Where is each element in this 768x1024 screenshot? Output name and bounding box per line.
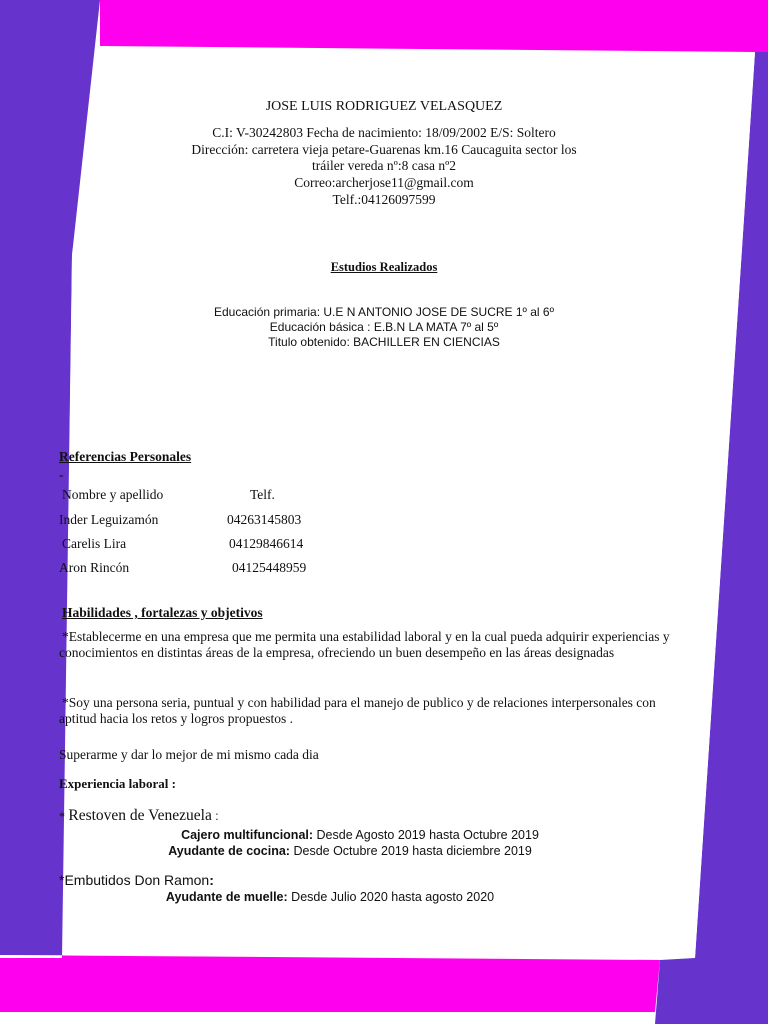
reference-phone: 04263145803 [227, 512, 302, 527]
skills-item-3: Superarme y dar lo mejor de mi mismo cada dia [59, 747, 319, 762]
bullet-marker: * [59, 809, 65, 823]
skills-item-2: *Soy una persona seria, puntual y con habilidad para el manejo de publico y de relaciones interpersonales con aptitud hacia los retos y logros propuestos . [59, 695, 656, 726]
company-2-name: *Embutidos Don Ramon [59, 872, 210, 888]
company-2-line [59, 872, 214, 889]
job-3-line [50, 889, 610, 906]
reference-name: Aron Rincón [59, 560, 130, 575]
company-1-name: Restoven de Venezuela [68, 807, 212, 824]
job-1-title: Cajero multifuncional: [181, 828, 314, 842]
skills-item-1: *Establecerme en una empresa que me permita una estabilidad laboral y en la cual pueda adquirir experiencias y conocimientos en distintas áreas de la empresa, ofreciendo un buen desempeño en las áreas designadas [59, 629, 670, 660]
education-title: Titulo obtenido: BACHILLER EN CIENCIAS [268, 335, 500, 349]
bottom-white-strip [0, 1012, 655, 1024]
company-1-line [59, 807, 219, 825]
candidate-name: JOSE LUIS RODRIGUEZ VELASQUEZ [265, 99, 503, 114]
reference-name: Inder Leguizamón [59, 512, 159, 527]
reference-phone: 04125448959 [232, 560, 307, 575]
education-heading: Estudios Realizados [330, 260, 438, 274]
references-heading: Referencias Personales [59, 449, 192, 464]
magenta-bottom-band [0, 955, 660, 1012]
job-3-title: Ayudante de muelle: [165, 890, 288, 904]
education-primary: Educación primaria: U.E N ANTONIO JOSE DE SUCRE 1º al 6º [214, 305, 554, 319]
job-3-dates: Desde Julio 2020 hasta agosto 2020 [291, 890, 495, 904]
address-line-2: tráiler vereda nº:8 casa nº2 [311, 158, 457, 173]
education-basic: Educación básica : E.B.N LA MATA 7º al 5º [269, 320, 499, 334]
job-2-title: Ayudante de cocina: [168, 844, 290, 858]
company-2-colon: : [209, 872, 214, 888]
id-line: C.I: V-30242803 Fecha de nacimiento: 18/09/2002 E/S: Soltero [212, 125, 556, 140]
reference-phone: 04129846614 [229, 536, 304, 551]
references-dash: - [59, 467, 64, 482]
job-1-dates: Desde Agosto 2019 hasta Octubre 2019 [316, 828, 539, 842]
experience-heading: Experiencia laboral : [59, 776, 176, 791]
job-2-dates: Desde Octubre 2019 hasta diciembre 2019 [293, 844, 532, 858]
company-1-colon: : [215, 809, 219, 823]
references-col-name: Nombre y apellido [62, 487, 164, 502]
job-2-line [70, 843, 630, 860]
references-col-phone: Telf. [250, 487, 275, 502]
email-line: Correo:archerjose11@gmail.com [294, 175, 474, 190]
skills-heading: Habilidades , fortalezas y objetivos [62, 605, 263, 620]
magenta-top-band [100, 0, 768, 52]
job-1-line [80, 827, 640, 844]
reference-name: Carelis Lira [62, 536, 127, 551]
phone-line: Telf.:04126097599 [332, 192, 436, 207]
address-line-1: Dirección: carretera vieja petare-Guarenas km.16 Caucaguita sector los [191, 142, 577, 157]
